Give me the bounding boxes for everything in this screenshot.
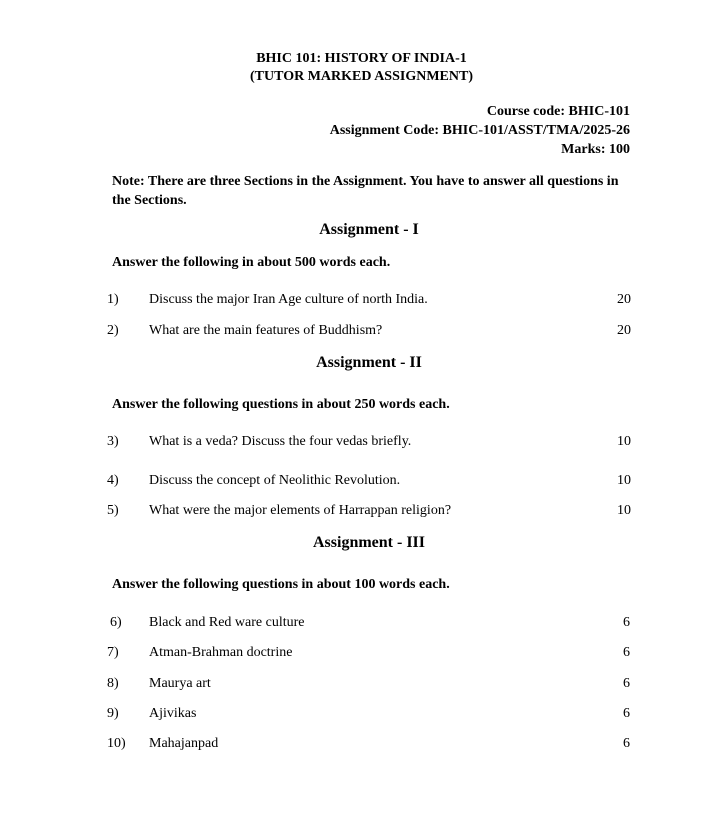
question-marks: 6: [623, 615, 630, 630]
question-text: Ajivikas: [149, 706, 197, 721]
assignment-note: Note: There are three Sections in the Assignment. You have to answer all questions in the Sections.: [112, 174, 619, 208]
question-text: What were the major elements of Harrappan religion?: [149, 503, 452, 518]
question-text: Maurya art: [149, 676, 211, 691]
question-marks: 6: [623, 645, 630, 660]
question-number: 8): [107, 676, 119, 691]
question-number: 10): [107, 736, 126, 751]
question-marks: 10: [617, 503, 631, 518]
question-text: Discuss the concept of Neolithic Revolution.: [149, 473, 401, 488]
question-number: 1): [107, 292, 119, 307]
question-text: Black and Red ware culture: [149, 615, 305, 630]
question-marks: 20: [617, 292, 631, 307]
question-marks: 10: [617, 473, 631, 488]
question-text: What is a veda? Discuss the four vedas briefly.: [149, 434, 412, 449]
total-marks: Marks: 100: [561, 142, 630, 157]
section-heading-1: Assignment - I: [319, 221, 419, 238]
question-marks: 6: [623, 736, 630, 751]
question-text: Atman-Brahman doctrine: [149, 645, 293, 660]
question-number: 4): [107, 473, 119, 488]
question-number: 6): [110, 615, 122, 630]
section-heading-2: Assignment - II: [316, 354, 422, 371]
question-text: What are the main features of Buddhism?: [149, 323, 383, 338]
question-number: 5): [107, 503, 119, 518]
course-code: Course code: BHIC-101: [486, 104, 630, 119]
section-instruction-2: Answer the following questions in about 250 words each.: [112, 397, 450, 412]
document-title: BHIC 101: HISTORY OF INDIA-1: [256, 51, 467, 66]
assignment-code: Assignment Code: BHIC-101/ASST/TMA/2025-26: [329, 123, 630, 138]
question-marks: 6: [623, 676, 630, 691]
section-heading-3: Assignment - III: [312, 534, 425, 551]
question-number: 2): [107, 323, 119, 338]
question-text: Mahajanpad: [149, 736, 219, 751]
document-subtitle: (TUTOR MARKED ASSIGNMENT): [250, 69, 473, 84]
question-marks: 10: [617, 434, 631, 449]
question-number: 7): [107, 645, 119, 660]
question-text: Discuss the major Iran Age culture of north India.: [149, 292, 428, 307]
question-marks: 6: [623, 706, 630, 721]
section-instruction-1: Answer the following in about 500 words each.: [112, 255, 391, 270]
question-number: 9): [107, 706, 119, 721]
question-marks: 20: [617, 323, 631, 338]
section-instruction-3: Answer the following questions in about 100 words each.: [112, 577, 450, 592]
question-number: 3): [107, 434, 119, 449]
